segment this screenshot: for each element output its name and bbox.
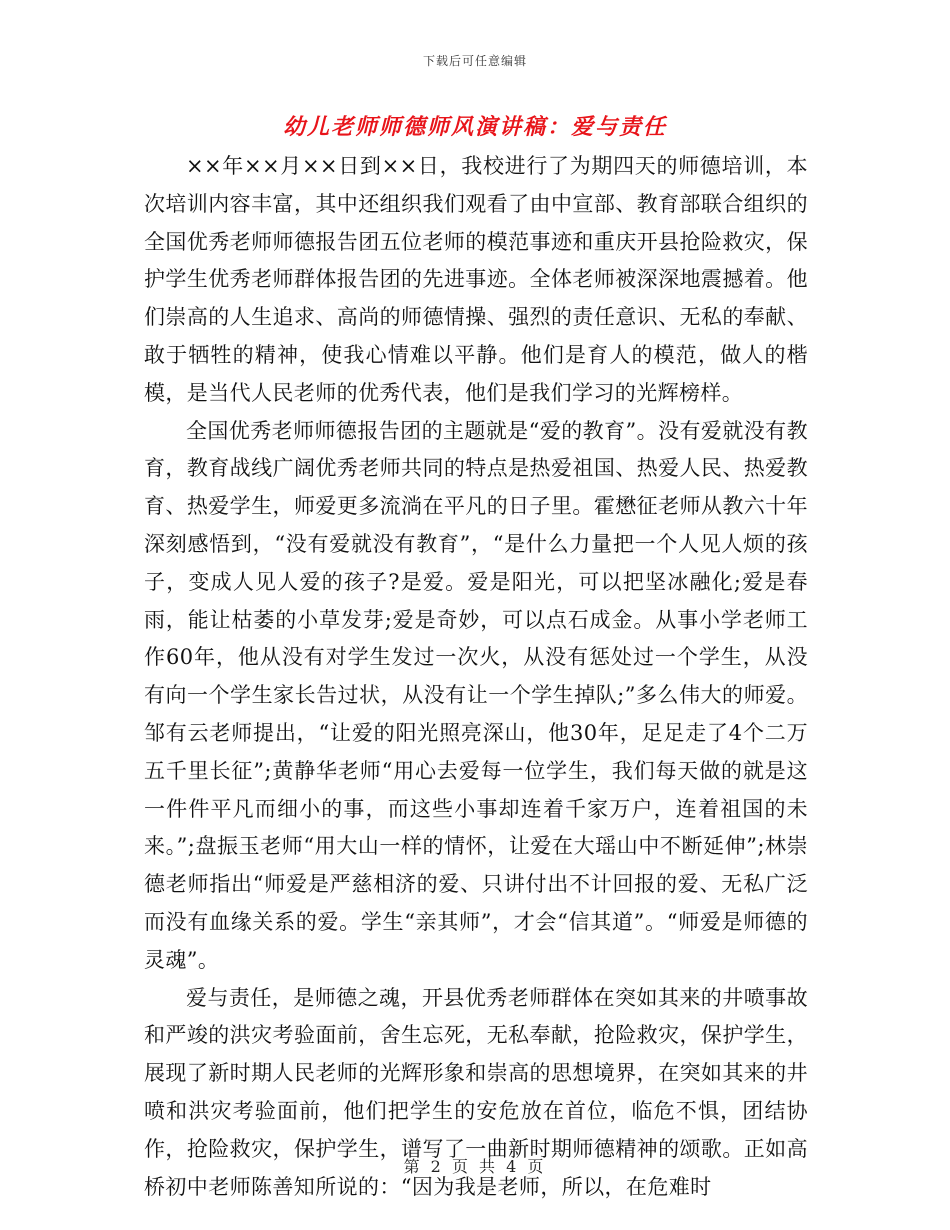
header-note: 下载后可任意编辑 — [422, 54, 527, 68]
paragraph-1: ××年××月××日到××日，我校进行了为期四天的师德培训，本次培训内容丰富，其中还组织我们观看了由中宣部、教育部联合组织的全国优秀老师师德报告团五位老师的模范事迹和重庆开县抢险救灾，保护学生优秀老师群体报告团的先进事迹。全体老师被深深地震撼着。他们崇高的人生追求、高尚的师德情操、强烈的责任意识、无私的奉献、敢于牺牲的精神，使我心情难以平静。他们是育人的模范，做人的楷模，是当代人民老师的优秀代表，他们是我们学习的光辉榜样。 — [144, 154, 808, 405]
document-title: 幼儿老师师德师风演讲稿：爱与责任 — [282, 115, 667, 140]
document-body — [144, 148, 808, 1206]
paragraph-3: 爱与责任，是师德之魂，开县优秀老师群体在突如其来的井喷事故和严竣的洪灾考验面前，舍生忘死，无私奉献，抢险救灾，保护学生，展现了新时期人民老师的光辉形象和崇高的思想境界，在突如其来的井喷和洪灾考验面前，他们把学生的安危放在首位，临危不惧，团结协作，抢险救灾，保护学生，谱写了一曲新时期师德精神的颂歌。正如高桥初中老师陈善知所说的：“因为我是老师，所以，在危难时 — [144, 985, 808, 1199]
paragraph-2: 全国优秀老师师德报告团的主题就是“爱的教育”。没有爱就没有教育，教育战线广阔优秀老师共同的特点是热爱祖国、热爱人民、热爱教育、热爱学生，师爱更多流淌在平凡的日子里。霍懋征老师从教六十年深刻感悟到，“没有爱就没有教育”，“是什么力量把一个人见人烦的孩子，变成人见人爱的孩子?是爱。爱是阳光，可以把坚冰融化;爱是春雨，能让枯萎的小草发芽;爱是奇妙，可以点石成金。从事小学老师工作60年，他从没有对学生发过一次火，从没有惩处过一个学生，从没有向一个学生家长告过状，从没有让一个学生掉队;”多么伟大的师爱。邹有云老师提出，“让爱的阳光照亮深山，他30年，足足走了4个二万五千里长征”;黄静华老师“用心去爱每一位学生，我们每天做的就是这一件件平凡而细小的事，而这些小事却连着千家万户，连着祖国的未来。”;盘振玉老师“用大山一样的情怀，让爱在大瑶山中不断延伸”;林崇德老师指出“师爱是严慈相济的爱、只讲付出不计回报的爱、无私广泛而没有血缘关系的爱。学生“亲其师”，才会“信其道”。“师爱是师德的灵魂”。 — [144, 418, 808, 972]
page-number: 第 2 页 共 4 页 — [403, 1157, 547, 1176]
